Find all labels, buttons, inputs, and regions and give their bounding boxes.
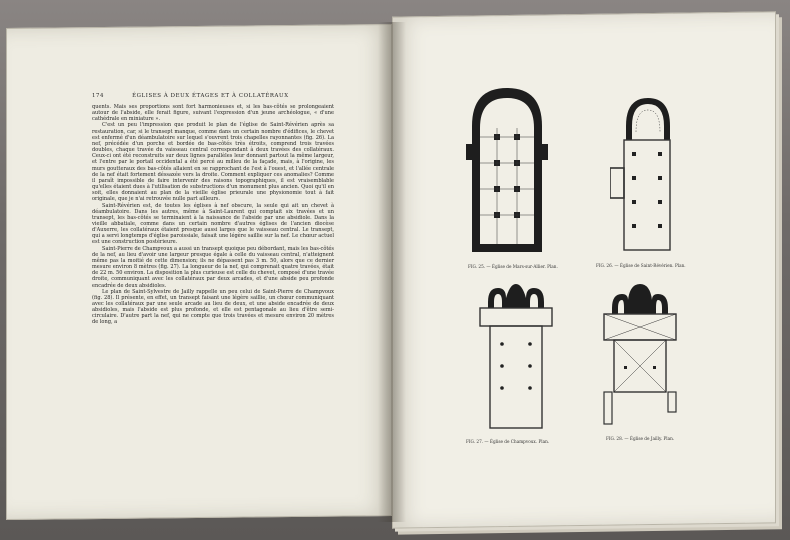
floor-plan-fig27 bbox=[476, 282, 556, 432]
floor-plan-fig25 bbox=[462, 86, 552, 256]
body-text bbox=[92, 104, 334, 326]
running-title: ÉGLISES À DEUX ÉTAGES ET À COLLATÉRAUX bbox=[132, 93, 289, 99]
page-number: 174 bbox=[92, 93, 105, 99]
figure-caption: FIG. 28. — Église de Jailly. Plan. bbox=[606, 436, 675, 441]
figure-caption: FIG. 26. — Église de Saint-Révérien. Plan. bbox=[596, 263, 686, 268]
floor-plan-fig26 bbox=[610, 96, 676, 252]
paragraph: quents. Mais ses proportions sont fort harmonieuses et, si les bas-côtés se prolongeaient autour de l'abside, elle ferait figure, suivant l'expression d'un jeune archéologue, « d'une cathédrale en miniature ». bbox=[92, 104, 334, 123]
right-page bbox=[392, 11, 776, 528]
running-header bbox=[92, 93, 382, 99]
paragraph: C'est un peu l'impression que produit le plan de l'église de Saint-Révérien après sa restauration, car, si le transept manque, comme dans un certain nombre d'édifices, le chevet est enfermé d'un déambulatoire sur lequel s'ouvrent trois chapelles rayonnantes (fig. 26). La nef, précédée d'un porche et bordée de bas-côtés très étroits, comprend trois travées doubles, chaque travée du vaisseau central correspondant à deux travées des collatéraux. Ceux-ci ont été reconstruits sur deux lignes parallèles leur donnant partout la même largeur, et l'entre par le portail occidental a été percé au milieu de la façade, mais, à l'origine, les murs goutteraux des bas-côtés allaient en se rapprochant de l'est à l'ouest, et l'allée centrale de la nef était fortement déssaxée vers la droite. Comment expliquer ces anomalies? Comme il paraît impossible de faire intervenir des raisons topographiques, il est vraisemblable qu'elles étaient dues à l'utilisation de substructions d'un monument plus ancien. Quoi qu'il en soit, elles donnaient au plan de la vieille église prieurale une physionomie tout à fait originale, que je n'ai retrouvée nulle part ailleurs. bbox=[92, 122, 334, 203]
figure-caption: FIG. 25. — Église de Mars-sur-Allier. Plan. bbox=[468, 264, 558, 269]
figure-caption: FIG. 27. — Église de Champvoux. Plan. bbox=[466, 439, 550, 444]
paragraph: Le plan de Saint-Sylvestre de Jailly rappelle un peu celui de Saint-Pierre de Champvoux (fig. 28). Il présente, en effet, un transept faisant une légère saillie, un chœur communiquant avec les collatéraux par une seule arcade au lieu de deux, et une abside encadrée de deux absidioles, mais l'abside est plus profonde, et elle est pentagonale au lieu d'être semi-circulaire. D'autre part la nef, qui ne compte que trois travées et mesure environ 20 mètres de long, a bbox=[92, 288, 334, 326]
paragraph: Saint-Pierre de Champvoux a aussi un transept quoique peu débordant, mais les bas-côtés de la nef, au lieu d'avoir une largeur presque égale à celle du vaisseau central, n'atteignent même pas la moitié de cette dimension; ils ne dépassent pas 3 m. 50, alors que ce dernier mesure environ 8 mètres (fig. 27). La longueur de la nef, qui comprenait quatre travées, était de 22 m. 50 environ. La disposition la plus curieuse est celle du chevet, composé d'une travée droite, communiquant avec les collatéraux par deux arcades, et d'une abside peu profonde encadrée de deux absidioles. bbox=[92, 245, 334, 289]
floor-plan-fig28 bbox=[600, 280, 680, 430]
book-spine bbox=[378, 22, 406, 522]
paragraph: Saint-Révérien est, de toutes les églises à nef obscure, la seule qui ait un chevet à déambulatoire. Dans les autres, même à Saint-Laurent qui comptait six travées et un transept, les bas-côtés se terminaient à la naissance de l'abside par une absidiole. Dans la vieille abbatiale, comme dans un certain nombre d'autres églises de l'ancien diocèse d'Auxerre, les collatéraux étaient presque aussi larges que le vaisseau central. Le transept, qui a servi longtemps d'église paroissiale, faisait une légère saillie sur la nef. Le chœur actuel est une construction postérieure. bbox=[92, 202, 334, 246]
